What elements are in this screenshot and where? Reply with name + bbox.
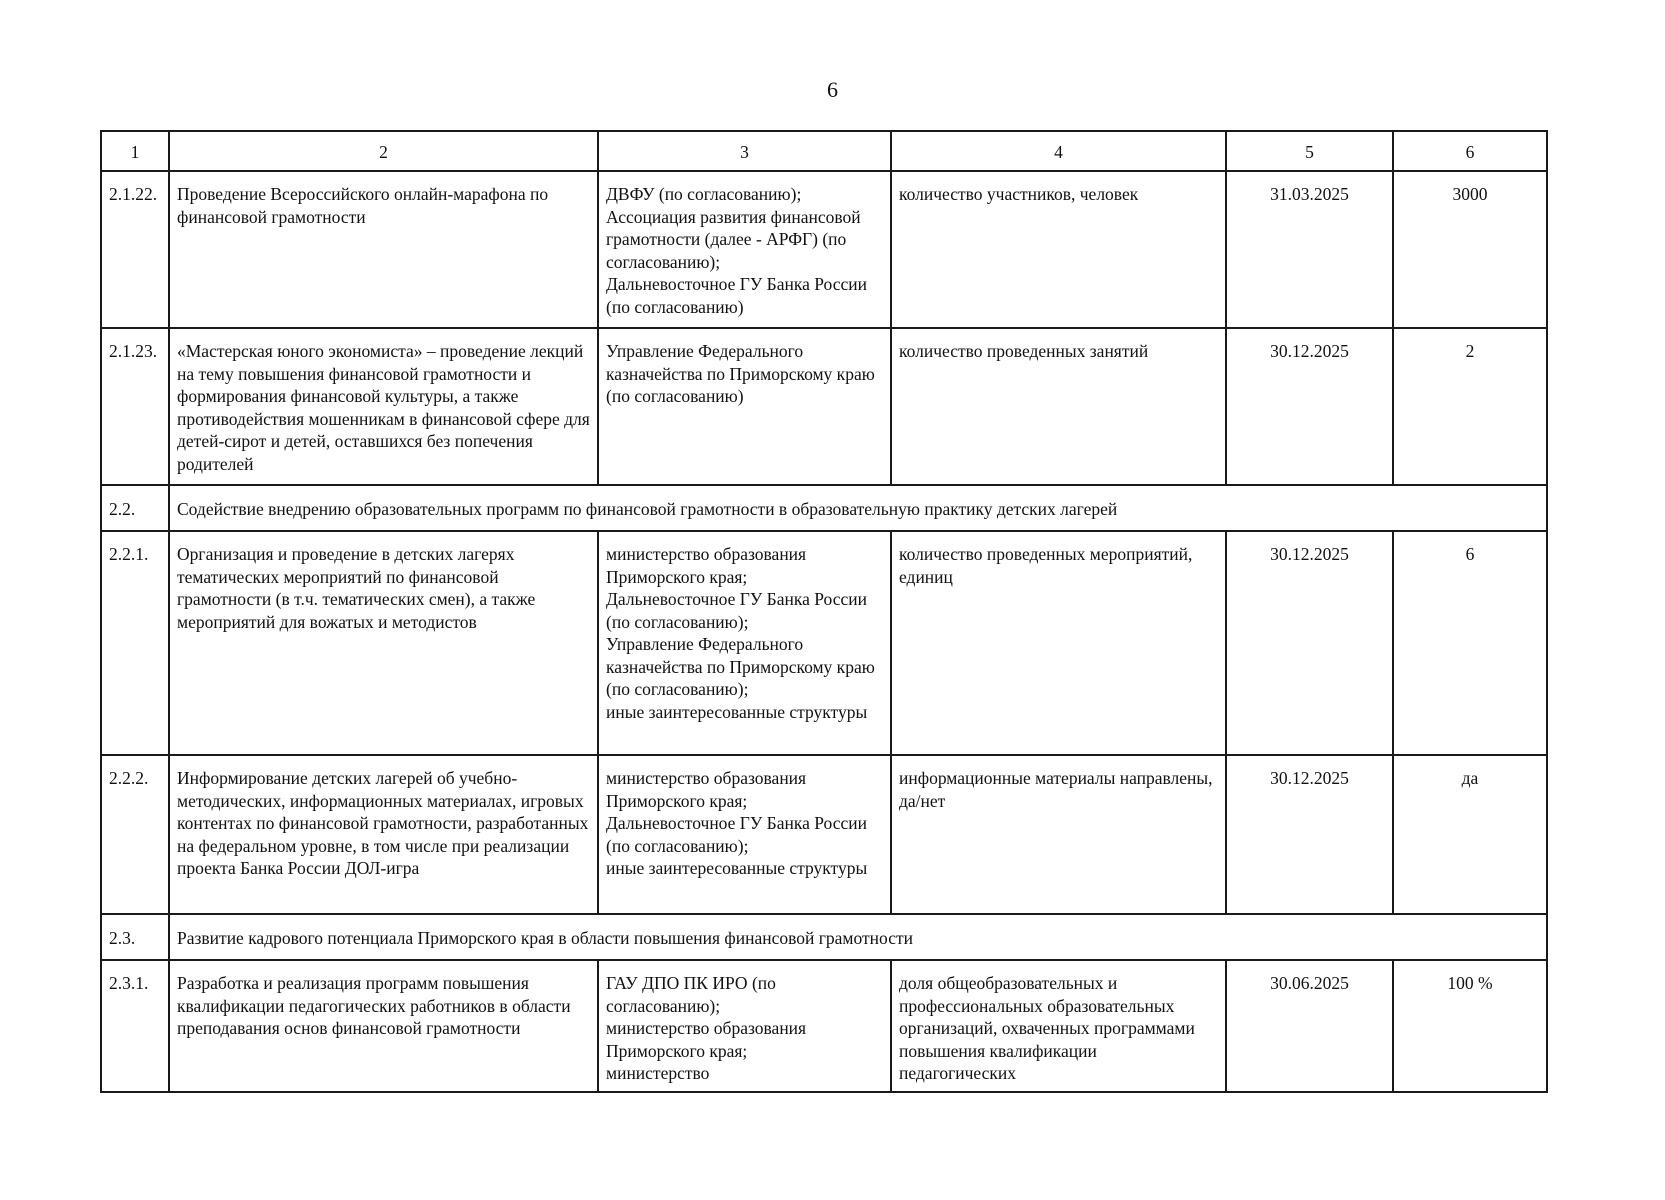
indicator-text: информационные материалы направлены, да/нет bbox=[891, 755, 1226, 914]
indicator-text: количество проведенных мероприятий, единиц bbox=[891, 531, 1226, 755]
table-row bbox=[101, 171, 1547, 328]
deadline-date: 30.06.2025 bbox=[1226, 960, 1393, 1092]
table-row bbox=[101, 755, 1547, 914]
section-title: Развитие кадрового потенциала Приморского края в области повышения финансовой грамотности bbox=[169, 914, 1547, 960]
measure-text: Разработка и реализация программ повышения квалификации педагогических работников в области преподавания основ финансовой грамотности bbox=[169, 960, 598, 1092]
deadline-date: 30.12.2025 bbox=[1226, 531, 1393, 755]
table-row bbox=[101, 328, 1547, 485]
column-number: 4 bbox=[891, 131, 1226, 171]
table-row bbox=[101, 531, 1547, 755]
item-number: 2.2.2. bbox=[101, 755, 169, 914]
section-title: Содействие внедрению образовательных программ по финансовой грамотности в образовательную практику детских лагерей bbox=[169, 485, 1547, 531]
section-number: 2.3. bbox=[101, 914, 169, 960]
indicator-text: количество участников, человек bbox=[891, 171, 1226, 328]
item-number: 2.3.1. bbox=[101, 960, 169, 1092]
table-row bbox=[101, 960, 1547, 1092]
measure-text: Организация и проведение в детских лагерях тематических мероприятий по финансовой грамотности (в т.ч. тематических смен), а также мероприятий для вожатых и методистов bbox=[169, 531, 598, 755]
section-row bbox=[101, 914, 1547, 960]
column-number-row bbox=[101, 131, 1547, 171]
item-number: 2.2.1. bbox=[101, 531, 169, 755]
executors-text: ДВФУ (по согласованию); Ассоциация развития финансовой грамотности (далее - АРФГ) (по согласованию); Дальневосточное ГУ Банка России (по согласованию) bbox=[598, 171, 891, 328]
executors-text: министерство образования Приморского края; Дальневосточное ГУ Банка России (по согласованию); иные заинтересованные структуры bbox=[598, 755, 891, 914]
executors-text: министерство образования Приморского края; Дальневосточное ГУ Банка России (по согласованию); Управление Федерального казначейства по Приморскому краю (по согласованию); иные заинтересованные структуры bbox=[598, 531, 891, 755]
measure-text: «Мастерская юного экономиста» – проведение лекций на тему повышения финансовой грамотности и формирования финансовой культуры, а также противодействия мошенникам в финансовой сфере для детей-сирот и детей, оставшихся без попечения родителей bbox=[169, 328, 598, 485]
section-number: 2.2. bbox=[101, 485, 169, 531]
item-number: 2.1.23. bbox=[101, 328, 169, 485]
target-value: 6 bbox=[1393, 531, 1547, 755]
measures-table bbox=[100, 130, 1548, 1093]
measure-text: Информирование детских лагерей об учебно-методических, информационных материалах, игровых контентах по финансовой грамотности, разработанных на федеральном уровне, в том числе при реализации проекта Банка России ДОЛ-игра bbox=[169, 755, 598, 914]
target-value: да bbox=[1393, 755, 1547, 914]
deadline-date: 30.12.2025 bbox=[1226, 328, 1393, 485]
measure-text: Проведение Всероссийского онлайн-марафона по финансовой грамотности bbox=[169, 171, 598, 328]
executors-text: Управление Федерального казначейства по Приморскому краю (по согласованию) bbox=[598, 328, 891, 485]
indicator-text: количество проведенных занятий bbox=[891, 328, 1226, 485]
item-number: 2.1.22. bbox=[101, 171, 169, 328]
column-number: 5 bbox=[1226, 131, 1393, 171]
column-number: 6 bbox=[1393, 131, 1547, 171]
target-value: 100 % bbox=[1393, 960, 1547, 1092]
deadline-date: 30.12.2025 bbox=[1226, 755, 1393, 914]
deadline-date: 31.03.2025 bbox=[1226, 171, 1393, 328]
section-row bbox=[101, 485, 1547, 531]
indicator-text: доля общеобразовательных и профессиональных образовательных организаций, охваченных программами повышения квалификации педагогических bbox=[891, 960, 1226, 1092]
page-number: 6 bbox=[827, 77, 838, 102]
column-number: 1 bbox=[101, 131, 169, 171]
target-value: 2 bbox=[1393, 328, 1547, 485]
executors-text: ГАУ ДПО ПК ИРО (по согласованию); министерство образования Приморского края; министерство bbox=[598, 960, 891, 1092]
column-number: 2 bbox=[169, 131, 598, 171]
column-number: 3 bbox=[598, 131, 891, 171]
target-value: 3000 bbox=[1393, 171, 1547, 328]
